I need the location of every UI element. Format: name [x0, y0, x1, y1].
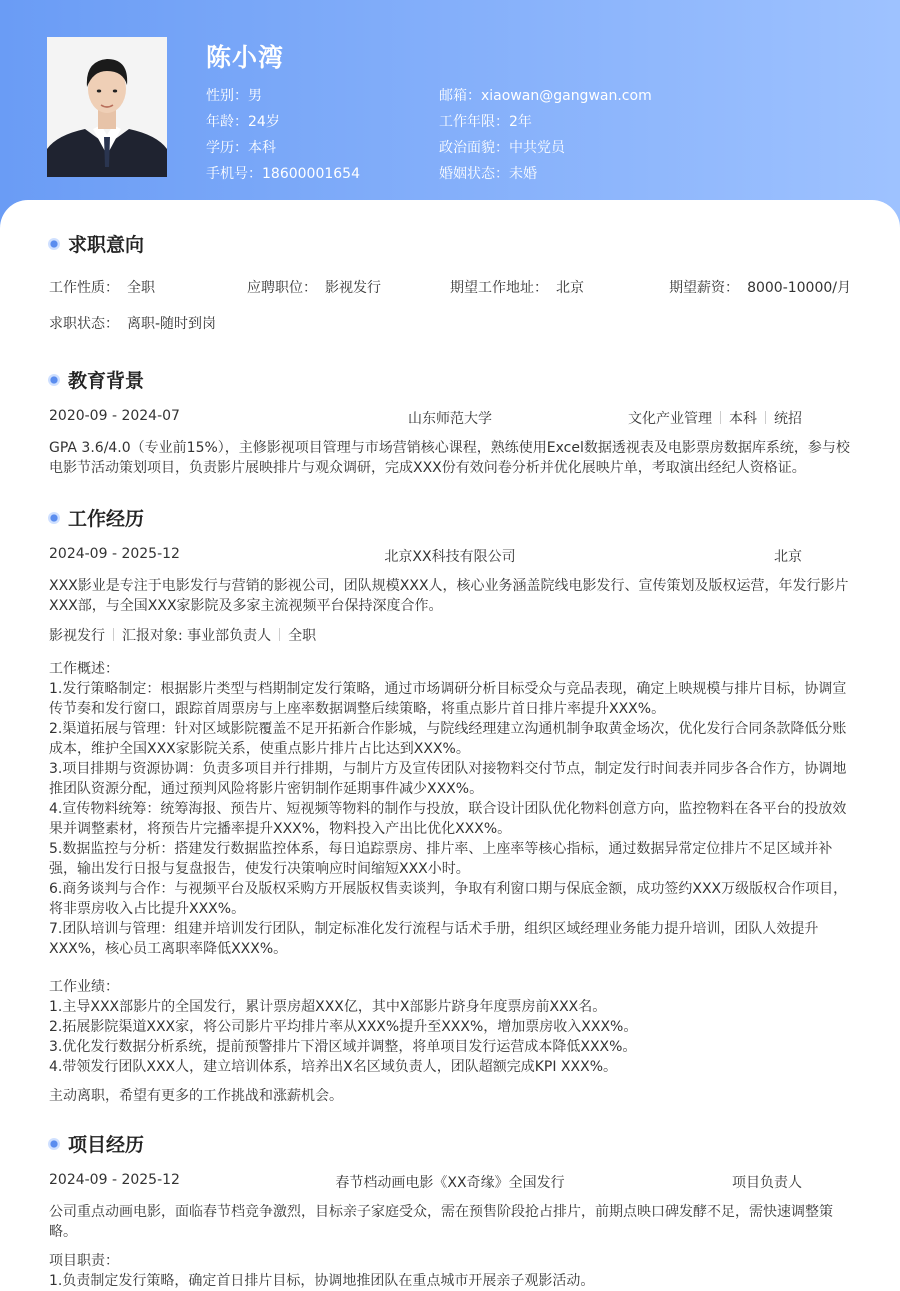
text-line: 3.项目排期与资源协调：负责多项目并行排期，与制片方及宣传团队对接物料交付节点，制定发行时间表并同步各合作方，协调地: [49, 761, 847, 777]
project-name: 春节档动画电影《XX奇缘》全国发行: [335, 1175, 565, 1191]
work-header-row: [49, 546, 851, 565]
intent-label: 期望工作地址：: [450, 280, 548, 296]
achievement-title: 工作业绩：: [49, 979, 119, 995]
info-label: 工作年限：: [439, 114, 509, 130]
intent-value: 全职: [127, 280, 155, 296]
intent-salary: [669, 277, 851, 297]
section-dot-icon: [48, 1138, 60, 1150]
info-value: 2年: [509, 114, 532, 130]
text-line: 强，输出发行日报与复盘报告，使发行决策响应时间缩短XXX小时。: [49, 861, 470, 877]
project-description: [49, 1202, 851, 1242]
divider: [113, 628, 114, 641]
intent-label: 求职状态：: [49, 316, 119, 332]
intent-value: 离职-随时到岗: [127, 316, 217, 332]
text-line: 1.主导XXX部影片的全国发行，累计票房超XXX亿，其中X部影片跻身年度票房前XXX名。: [49, 999, 607, 1015]
work-role: 影视发行: [49, 628, 105, 644]
project-duties: [49, 1251, 851, 1291]
intent-job-type: [49, 277, 155, 297]
education-school: 山东师范大学: [408, 411, 492, 427]
work-type: 全职: [288, 628, 317, 644]
education-type: 统招: [774, 411, 802, 427]
info-value[interactable]: xiaowan@gangwan.com: [481, 88, 652, 104]
text-line: 1.负责制定发行策略，确定首日排片目标，协调地推团队在重点城市开展亲子观影活动。: [49, 1273, 595, 1289]
overview-title: 工作概述：: [49, 661, 119, 677]
info-label: 政治面貌：: [439, 140, 509, 156]
intent-status: [49, 313, 216, 333]
work-city: 北京: [774, 549, 802, 565]
info-label: 年龄：: [206, 114, 248, 130]
intent-label: 应聘职位：: [247, 280, 317, 296]
intent-location: [450, 277, 584, 297]
intent-value: 8000-10000/月: [747, 280, 851, 296]
work-achievements: [49, 977, 851, 1077]
education-description: [49, 438, 851, 478]
info-value: 未婚: [509, 166, 537, 182]
info-education: [206, 137, 276, 157]
candidate-name: 陈小湾: [206, 43, 285, 72]
education-date: 2020-09 - 2024-07: [49, 408, 180, 424]
section-title-text: 项目经历: [68, 1134, 145, 1156]
text-line: 将非票房收入占比提升XXX%。: [49, 901, 246, 917]
info-value: 24岁: [248, 114, 280, 130]
text-line: 略。: [49, 1224, 77, 1240]
text-line: GPA 3.6/4.0（专业前15%），主修影视项目管理与市场营销核心课程，熟练使用Excel数据透视表及电影票房数据库系统，参与校: [49, 440, 850, 456]
project-date: 2024-09 - 2025-12: [49, 1172, 180, 1188]
info-email[interactable]: [439, 85, 652, 105]
intent-position: [247, 277, 381, 297]
intent-value: 北京: [556, 280, 584, 296]
info-age: [206, 111, 280, 131]
project-header-row: [49, 1172, 851, 1191]
person-portrait-icon: [47, 37, 167, 177]
text-line: 3.优化发行数据分析系统，提前预警排片下滑区域并调整，将单项目发行运营成本降低XXX%。: [49, 1039, 637, 1055]
text-line: XXX%，核心员工离职率降低XXX%。: [49, 941, 288, 957]
section-title-intent: [48, 230, 144, 257]
info-label: 婚姻状态：: [439, 166, 509, 182]
divider: [765, 411, 766, 424]
text-line: 6.商务谈判与合作：与视频平台及版权采购方开展版权售卖谈判，争取有利窗口期与保底金额，成功签约XXX万级版权合作项目，: [49, 881, 848, 897]
section-dot-icon: [48, 374, 60, 386]
info-label: 手机号：: [206, 166, 262, 182]
info-label: 邮箱：: [439, 88, 481, 104]
info-label: 性别：: [206, 88, 248, 104]
info-value: 男: [248, 88, 262, 104]
section-dot-icon: [48, 512, 60, 524]
education-header-row: [49, 408, 851, 427]
section-title-education: [48, 366, 144, 393]
text-line: XXX影业是专注于电影发行与营销的影视公司，团队规模XXX人，核心业务涵盖院线电影发行、宣传策划及版权运营，年发行影片: [49, 578, 849, 594]
info-phone: [206, 163, 360, 183]
text-line: XXX部，与全国XXX家影院及多家主流视频平台保持深度合作。: [49, 598, 443, 614]
education-degree: 本科: [729, 411, 757, 427]
text-line: 电影节活动策划项目，负责影片展映排片与观众调研，完成XXX份有效问卷分析并优化展映片单，考取演出经纪人资格证。: [49, 460, 806, 476]
work-company-intro: [49, 576, 851, 616]
section-title-project: [48, 1130, 144, 1157]
education-meta: [628, 408, 802, 428]
avatar: [47, 37, 167, 177]
text-line: 2.渠道拓展与管理：针对区域影院覆盖不足开拓新合作影城，与院线经理建立沟通机制争取黄金场次，优化发行合同条款降低分账: [49, 721, 847, 737]
text-line: 果并调整素材，将预告片完播率提升XXX%，物料投入产出比优化XXX%。: [49, 821, 512, 837]
info-work-years: [439, 111, 532, 131]
text-line: 4.宣传物料统筹：统筹海报、预告片、短视频等物料的制作与投放，联合设计团队优化物料创意方向，监控物料在各平台的投放效: [49, 801, 847, 817]
info-label: 学历：: [206, 140, 248, 156]
work-leave-reason: 主动离职，希望有更多的工作挑战和涨薪机会。: [49, 1088, 343, 1104]
info-marital: [439, 163, 537, 183]
work-date: 2024-09 - 2025-12: [49, 546, 180, 562]
text-line: 4.带领发行团队XXX人，建立培训体系，培养出X名区域负责人，团队超额完成KPI XXX%。: [49, 1059, 617, 1075]
info-gender: [206, 85, 262, 105]
text-line: 传节奏和发行窗口，跟踪首周票房与上座率数据调整后续策略，将重点影片首日排片率提升XXX%。: [49, 701, 666, 717]
intent-label: 工作性质：: [49, 280, 119, 296]
divider: [720, 411, 721, 424]
intent-value: 影视发行: [325, 280, 381, 296]
work-overview: [49, 659, 851, 959]
work-role-row: [49, 625, 851, 645]
info-value: 本科: [248, 140, 276, 156]
section-title-text: 工作经历: [68, 508, 145, 530]
text-line: 7.团队培训与管理：组建并培训发行团队，制定标准化发行流程与话术手册，组织区域经理业务能力提升培训，团队人效提升: [49, 921, 819, 937]
text-line: 5.数据监控与分析：搭建发行数据监控体系，每日追踪票房、排片率、上座率等核心指标，通过数据异常定位排片不足区域并补: [49, 841, 833, 857]
info-value: 中共党员: [509, 140, 565, 156]
text-line: 1.发行策略制定：根据影片类型与档期制定发行策略，通过市场调研分析目标受众与竞品表现，确定上映规模与排片目标，协调宣: [49, 681, 847, 697]
section-title-text: 教育背景: [68, 370, 145, 392]
text-line: 公司重点动画电影，面临春节档竞争激烈，目标亲子家庭受众，需在预售阶段抢占排片，前期点映口碑发酵不足，需快速调整策: [49, 1204, 833, 1220]
section-title-work: [48, 504, 144, 531]
work-company: 北京XX科技有限公司: [384, 549, 516, 565]
work-report: 汇报对象: 事业部负责人: [122, 628, 272, 644]
text-line: 成本，维护全国XXX家影院关系，使重点影片排片占比达到XXX%。: [49, 741, 470, 757]
duty-title: 项目职责：: [49, 1253, 119, 1269]
section-title-text: 求职意向: [68, 234, 145, 256]
intent-label: 期望薪资：: [669, 280, 740, 296]
info-value: 18600001654: [262, 166, 360, 182]
section-dot-icon: [48, 238, 60, 250]
info-political: [439, 137, 565, 157]
divider: [279, 628, 280, 641]
project-role: 项目负责人: [732, 1175, 802, 1191]
text-line: 推团队资源分配，通过预判风险将影片密钥制作延期事件减少XXX%。: [49, 781, 484, 797]
text-line: 2.拓展影院渠道XXX家，将公司影片平均排片率从XXX%提升至XXX%，增加票房收入XXX%。: [49, 1019, 638, 1035]
education-major: 文化产业管理: [628, 411, 712, 427]
